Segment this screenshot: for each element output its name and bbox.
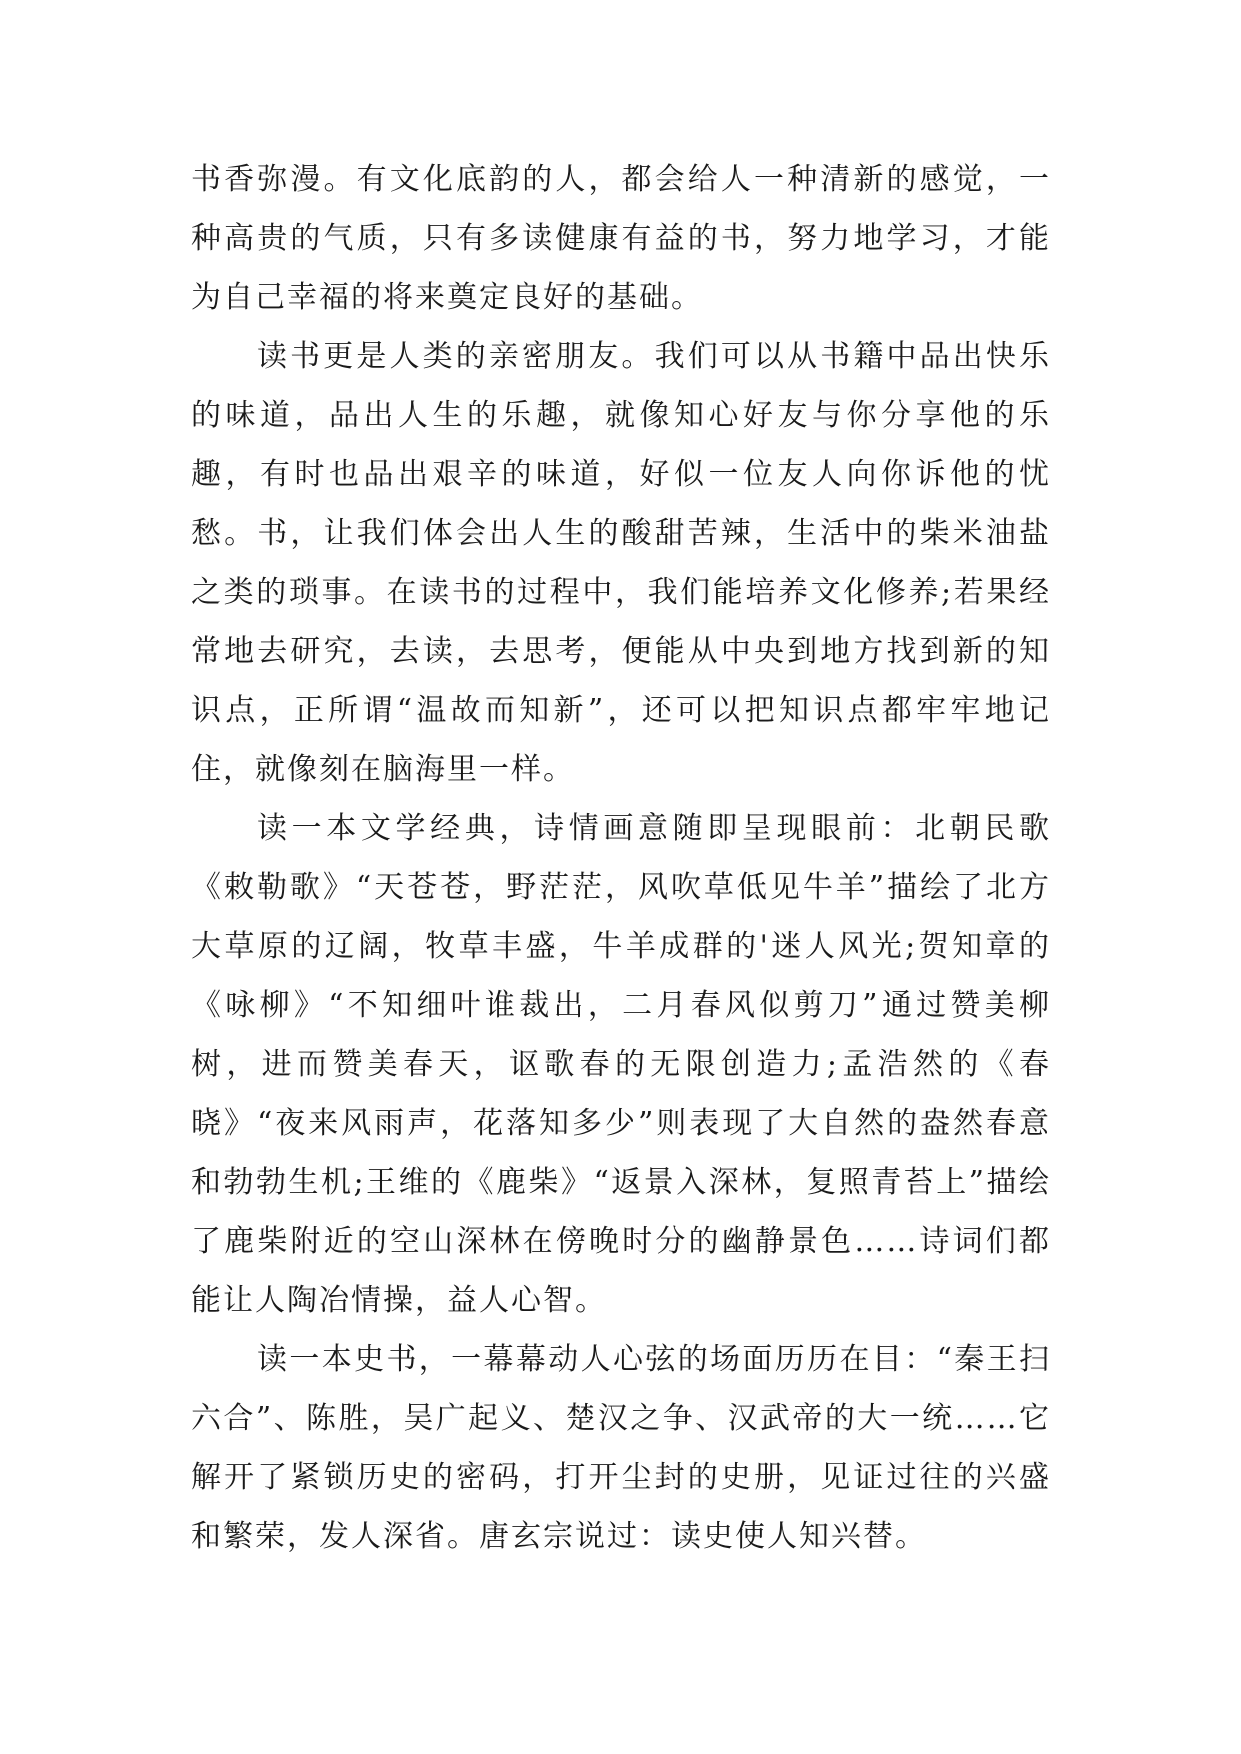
document-page — [191, 150, 1051, 1566]
paragraph-4: 读一本史书，一幕幕动人心弦的场面历历在目：“秦王扫六合”、陈胜，吴广起义、楚汉之争、汉武帝的大一统……它解开了紧锁历史的密码，打开尘封的史册，见证过往的兴盛和繁荣，发人深省。唐玄宗说过：读史使人知兴替。 — [191, 1342, 1051, 1554]
paragraph-3: 读一本文学经典，诗情画意随即呈现眼前：北朝民歌《敕勒歌》“天苍苍，野茫茫，风吹草低见牛羊”描绘了北方大草原的辽阔，牧草丰盛，牛羊成群的'迷人风光;贺知章的《咏柳》“不知细叶谁裁出，二月春风似剪刀”通过赞美柳树，进而赞美春天，讴歌春的无限创造力;孟浩然的《春晓》“夜来风雨声，花落知多少”则表现了大自然的盎然春意和勃勃生机;王维的《鹿柴》“返景入深林，复照青苔上”描绘了鹿柴附近的空山深林在傍晚时分的幽静景色……诗词们都能让人陶冶情操，益人心智。 — [191, 811, 1051, 1318]
paragraph-2: 读书更是人类的亲密朋友。我们可以从书籍中品出快乐的味道，品出人生的乐趣，就像知心好友与你分享他的乐趣，有时也品出艰辛的味道，好似一位友人向你诉他的忧愁。书，让我们体会出人生的酸甜苦辣，生活中的柴米油盐之类的琐事。在读书的过程中，我们能培养文化修养;若果经常地去研究，去读，去思考，便能从中央到地方找到新的知识点，正所谓“温故而知新”，还可以把知识点都牢牢地记住，就像刻在脑海里一样。 — [191, 339, 1051, 787]
paragraph-1: 书香弥漫。有文化底韵的人，都会给人一种清新的感觉，一种高贵的气质，只有多读健康有益的书，努力地学习，才能为自己幸福的将来奠定良好的基础。 — [191, 162, 1051, 315]
